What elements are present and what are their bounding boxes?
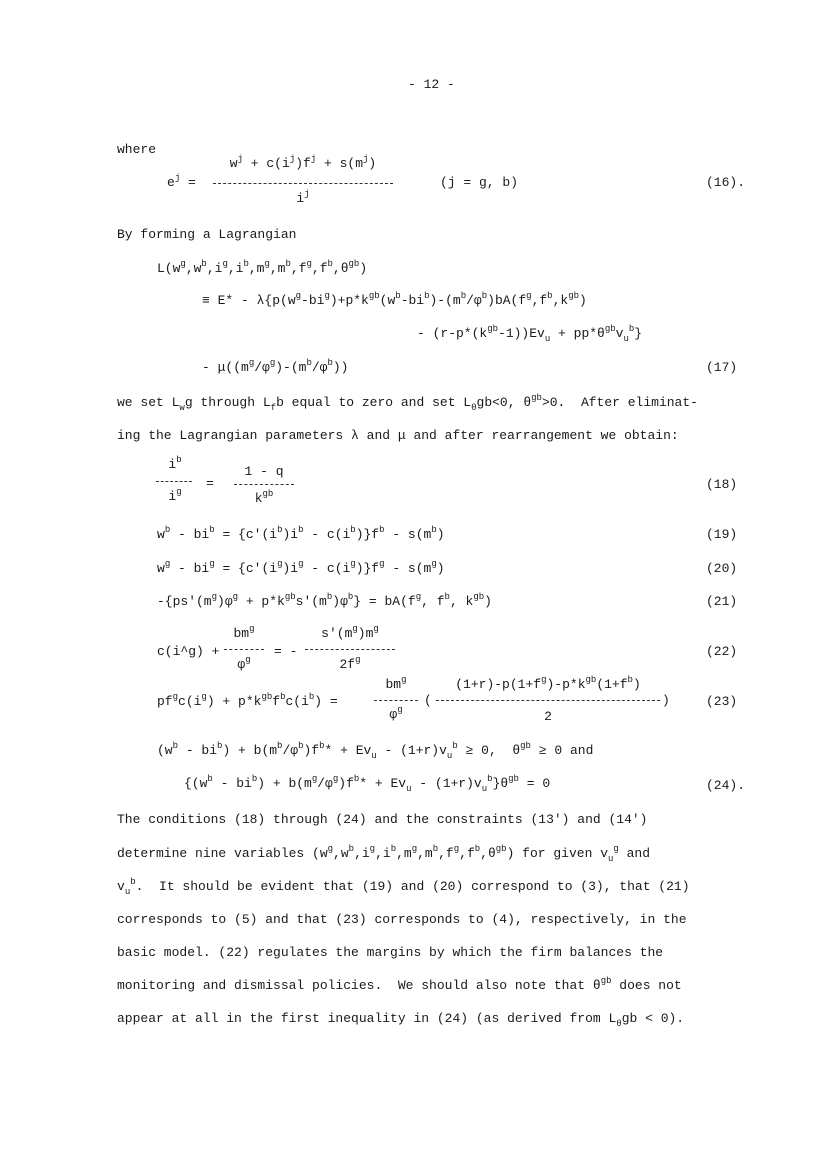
eq23-f1-num: $bm^g$ bbox=[385, 675, 407, 692]
conclusion-line-1: The conditions (18) through (24) and the constraints (13') and (14') bbox=[117, 812, 648, 827]
eq24-line-1: $(w^b - bi^b) + b(m^b/\varphi^b)f^b* + Ev_u - (1+r)v_u^b \ge 0$, $\theta^{gb} \ge 0$ and bbox=[157, 741, 594, 761]
eq24-number: (24). bbox=[706, 778, 746, 793]
eq18-rhs-num: 1 - q bbox=[244, 464, 284, 479]
eq21-number: (21) bbox=[706, 594, 738, 609]
eq22-f2-num: $s'(m^g)m^g$ bbox=[321, 624, 379, 641]
eq18-lhs-num: $i^b$ bbox=[168, 455, 182, 472]
eq23-lhs: $pf^gc(i^g) + p*k^{gb}f^bc(i^b)$ = bbox=[157, 692, 338, 709]
lagrangian-line-3: - $(r-p*(k^{gb}-1))Ev_u + pp*\theta^{gb}v_u^b$} bbox=[417, 324, 643, 344]
eq17-number: (17) bbox=[706, 360, 738, 375]
eq22-lhs: c(i^g) + bbox=[157, 644, 220, 659]
eq16-number: (16). bbox=[706, 175, 746, 190]
eq18-rhs-bar bbox=[234, 484, 294, 485]
eq24-line-2: $\{(w^b - bi^b) + b(m^g/\varphi^g)f^b* + Ev_u - (1+r)v_u^b\}\theta^{gb} = 0$ bbox=[184, 774, 551, 794]
where-word: where bbox=[117, 142, 157, 157]
eq19: $w^b - bi^b = \{c'(i^b)i^b - c(i^b)\}f^b - s(m^b)$ bbox=[157, 525, 445, 542]
eq16-fraction-bar bbox=[213, 183, 393, 184]
lagrangian-line-4: - $\mu((m^g/\varphi^g)-(m^b/\varphi^b))$ bbox=[202, 358, 349, 375]
eq18-lhs-den: $i^g$ bbox=[168, 487, 182, 504]
eq23-open-bracket: ( bbox=[424, 693, 432, 708]
page-number: - 12 - bbox=[408, 77, 455, 92]
eq22-f1-num: $bm^g$ bbox=[233, 624, 255, 641]
eq22-f2-den: $2f^g$ bbox=[339, 655, 361, 672]
eq16-condition: (j = g, b) bbox=[440, 175, 519, 190]
eq22-f1-bar bbox=[224, 649, 264, 650]
eq20-number: (20) bbox=[706, 561, 738, 576]
eq23-f2-bar bbox=[436, 700, 660, 701]
eq22-f1-den: $\varphi^g$ bbox=[237, 655, 251, 672]
eq18-eq: = bbox=[206, 476, 214, 491]
conclusion-line-7: appear at all in the first inequality in (24) (as derived from $L_\theta gb < 0$). bbox=[117, 1011, 685, 1029]
conclusion-line-4: corresponds to (5) and that (23) corresponds to (4), respectively, in the bbox=[117, 912, 687, 927]
lagrangian-intro: By forming a Lagrangian bbox=[117, 227, 297, 242]
eq23-close-bracket: ) bbox=[662, 693, 670, 708]
body-line-2: ing the Lagrangian parameters λ and μ and after rearrangement we obtain: bbox=[117, 428, 679, 443]
conclusion-line-6: monitoring and dismissal policies. We should also note that $\theta^{gb}$ does not bbox=[117, 976, 682, 993]
eq22-number: (22) bbox=[706, 644, 738, 659]
lagrangian-line-2: ≡ $E* - \lambda\{p(w^g-bi^g)+p*k^{gb}(w^b-bi^b)-(m^b/\varphi^b)bA(f^g,f^b,k^{gb})$ bbox=[202, 291, 587, 308]
eq21: $-\{ps'(m^g)\varphi^g + p*k^{gb}s'(m^b)\varphi^b\} = bA(f^g$, $f^b$, $k^{gb}$) bbox=[157, 592, 492, 609]
eq23-f2-den: 2 bbox=[544, 709, 552, 724]
eq18-rhs-den: $k^{gb}$ bbox=[254, 489, 274, 506]
conclusion-line-2: determine nine variables $(w^g,w^b,i^g,i^b,m^g,m^b,f^g,f^b,\theta^{gb})$ for given $v_u^g$ and bbox=[117, 844, 651, 864]
eq18-number: (18) bbox=[706, 477, 738, 492]
eq19-number: (19) bbox=[706, 527, 738, 542]
conclusion-line-5: basic model. (22) regulates the margins by which the firm balances the bbox=[117, 945, 664, 960]
eq16-denominator: $i^j$ bbox=[296, 189, 310, 206]
eq23-f1-bar bbox=[374, 700, 418, 701]
eq22-f2-bar bbox=[305, 649, 395, 650]
lagrangian-line-1: $L(w^g,w^b,i^g,i^b,m^g,m^b,f^g,f^b,\theta^{gb})$ bbox=[157, 259, 368, 276]
eq20: $w^g - bi^g = \{c'(i^g)i^g - c(i^g)\}f^g - s(m^g)$ bbox=[157, 559, 445, 576]
eq16-numerator: $w^j + c(i^j)f^j + s(m^j)$ bbox=[229, 154, 377, 171]
body-line-1: we set $L_wg$ through $L_fb$ equal to zero and set $L_\theta gb<0$, $\theta^{gb}>0$. After eliminat- bbox=[117, 393, 698, 413]
eq23-f2-num: $(1+r)-p(1+f^g)-p*k^{gb}(1+f^b)$ bbox=[455, 675, 641, 692]
eq22-mid: = - bbox=[274, 644, 298, 659]
eq23-f1-den: $\varphi^g$ bbox=[389, 705, 403, 722]
eq18-lhs-bar bbox=[156, 481, 192, 482]
conclusion-line-3: $v_u^b$. It should be evident that (19) and (20) correspond to (3), that (21) bbox=[117, 877, 690, 897]
eq16-lhs: $e^j$ = bbox=[167, 173, 196, 190]
eq23-number: (23) bbox=[706, 694, 738, 709]
